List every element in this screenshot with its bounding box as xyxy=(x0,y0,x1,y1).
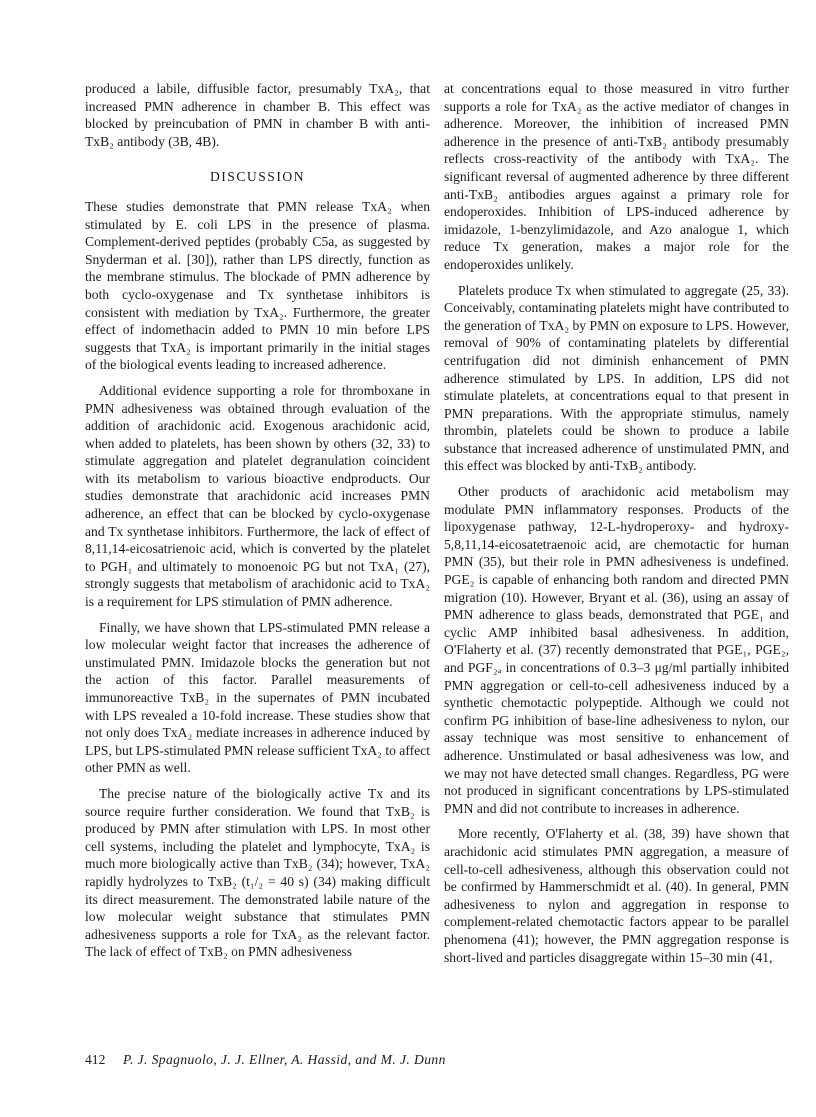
body-paragraph: The precise nature of the biologically active Tx and its source require further consideration. We found that TxB₂ is produced by PMN after stimulation with LPS. In most other cell systems, including the platelet and lymphocyte, TxA₂ is much more biologically active than TxB₂ (34); however, TxA₂ rapidly hydrolyzes to TxB₂ (t₁/₂ = 40 s) (34) making difficult its direct measurement. The demonstrated labile nature of the low molecular weight substance that stimulates PMN adhesiveness supports a role for TxA₂ as the relevant factor. The lack of effect of TxB₂ on PMN adhesiveness xyxy=(85,785,430,960)
page-footer xyxy=(85,1052,446,1068)
intro-paragraph: produced a labile, diffusible factor, presumably TxA₂, that increased PMN adherence in chamber B. This effect was blocked by preincubation of PMN in chamber B with anti-TxB₂ antibody (3B, 4B). xyxy=(85,81,430,149)
body-paragraph: Other products of arachidonic acid metabolism may modulate PMN inflammatory responses. Products of the lipoxygenase pathway, 12-L-hydroperoxy- and hydroxy-5,8,11,14-eicosatetraenoic acid, are chemotactic for human PMN (35), but their role in PMN adhesiveness is undefined. PGE₂ is capable of enhancing both random and directed PMN migration (10). However, Bryant et al. (36), using an assay of PMN adherence to glass beads, demonstrated that PGE₁ and cyclic AMP inhibited basal adhesiveness. In addition, O'Flaherty et al. (37) recently demonstrated that PGE₁, PGE₂, and PGF₂ₐ in concentrations of 0.3–3 μg/ml partially inhibited PMN aggregation or cell-to-cell adhesiveness induced by a synthetic chemotactic polypeptide. Although we could not confirm PG inhibition of base-line adhesiveness to nylon, our assay technique was most sensitive to enhancement of adherence. Unstimulated or basal adhesiveness was low, and we may not have detected small changes. Regardless, PG were not produced in significant concentrations by LPS-stimulated PMN and did not contribute to increases in adherence. xyxy=(444,484,789,816)
body-paragraph: These studies demonstrate that PMN release TxA₂ when stimulated by E. coli LPS in the presence of plasma. Complement-derived peptides (probably C5a, as suggested by Snyderman et al. [30]), rather than LPS directly, function as the membrane stimulus. The blockade of PMN adherence by both cyclo-oxygenase and Tx synthetase inhibitors is consistent with mediation by TxA₂. Furthermore, the greater effect of indomethacin added to PMN 10 min before LPS suggests that TxA₂ is important primarily in the initial stages of the biological events leading to increased adherence. xyxy=(85,198,430,373)
body-paragraph: Platelets produce Tx when stimulated to aggregate (25, 33). Conceivably, contaminating platelets might have contributed to the generation of TxA₂ by PMN on exposure to LPS. However, removal of 90% of contaminating platelets by differential centrifugation did not diminish enhancement of PMN adherence stimulated by LPS. In addition, LPS did not stimulate platelets, at concentrations equal to that present in PMN preparations. With the appropriate stimulus, namely thrombin, platelets could be shown to produce a labile substance that increased adherence of unstimulated PMN, and this effect was blocked by anti-TxB₂ antibody. xyxy=(444,282,789,474)
right-column xyxy=(444,80,789,974)
body-paragraph: at concentrations equal to those measured in vitro further supports a role for TxA₂ as the active mediator of changes in adherence. Moreover, the inhibition of increased PMN adherence in the presence of anti-TxB₂ antibody presumably reflects cross-reactivity of the antibody with TxA₂. The significant reversal of augmented adherence by three different anti-TxB₂ antibodies argues against a primary role for endoperoxides. Inhibition of LPS-induced adherence by imidazole, 1-benzylimidazole, and Azo analogue 1, which reduce Tx generation, makes a major role for the endoperoxides unlikely. xyxy=(444,81,789,272)
running-authors: P. J. Spagnuolo, J. J. Ellner, A. Hassid, and M. J. Dunn xyxy=(123,1052,446,1067)
discussion-heading: DISCUSSION xyxy=(209,169,306,185)
body-paragraph: More recently, O'Flaherty et al. (38, 39) have shown that arachidonic acid stimulates PMN aggregation, a measure of cell-to-cell adhesiveness, although this observation could not be confirmed by Hammerschmidt et al. (40). In general, PMN adhesiveness to nylon and aggregation in response to complement-related chemotactic factors appear to be parallel phenomena (41); however, the PMN aggregation response is short-lived and particles disaggregate within 15–30 min (41, xyxy=(444,826,789,965)
left-column xyxy=(85,80,430,969)
body-paragraph: Finally, we have shown that LPS-stimulated PMN release a low molecular weight factor that increases the adherence of unstimulated PMN. Imidazole blocks the generation but not the action of this factor. Parallel measurements of immunoreactive TxB₂ in the supernates of PMN incubated with LPS revealed a 10-fold increase. These studies show that not only does TxA₂ mediate increases in adherence induced by LPS, but LPS-stimulated PMN release sufficient TxA₂ to affect other PMN as well. xyxy=(85,619,430,776)
body-paragraph: Additional evidence supporting a role for thromboxane in PMN adhesiveness was obtained through evaluation of the addition of arachidonic acid. Exogenous arachidonic acid, when added to platelets, has been shown by others (32, 33) to stimulate aggregation and platelet degranulation coincident with its metabolism to various bioactive endproducts. Our studies demonstrate that arachidonic acid increases PMN adherence, an effect that can be blocked by cyclo-oxygenase and Tx synthetase inhibitors. Furthermore, the lack of effect of 8,11,14-eicosatrienoic acid, which is converted by the platelet to PGH₁ and ultimately to monoenoic PG but not TxA₁ (27), strongly suggests that metabolism of arachidonic acid to TxA₂ is a requirement for LPS stimulation of PMN adherence. xyxy=(85,382,430,610)
page-number: 412 xyxy=(85,1052,106,1067)
